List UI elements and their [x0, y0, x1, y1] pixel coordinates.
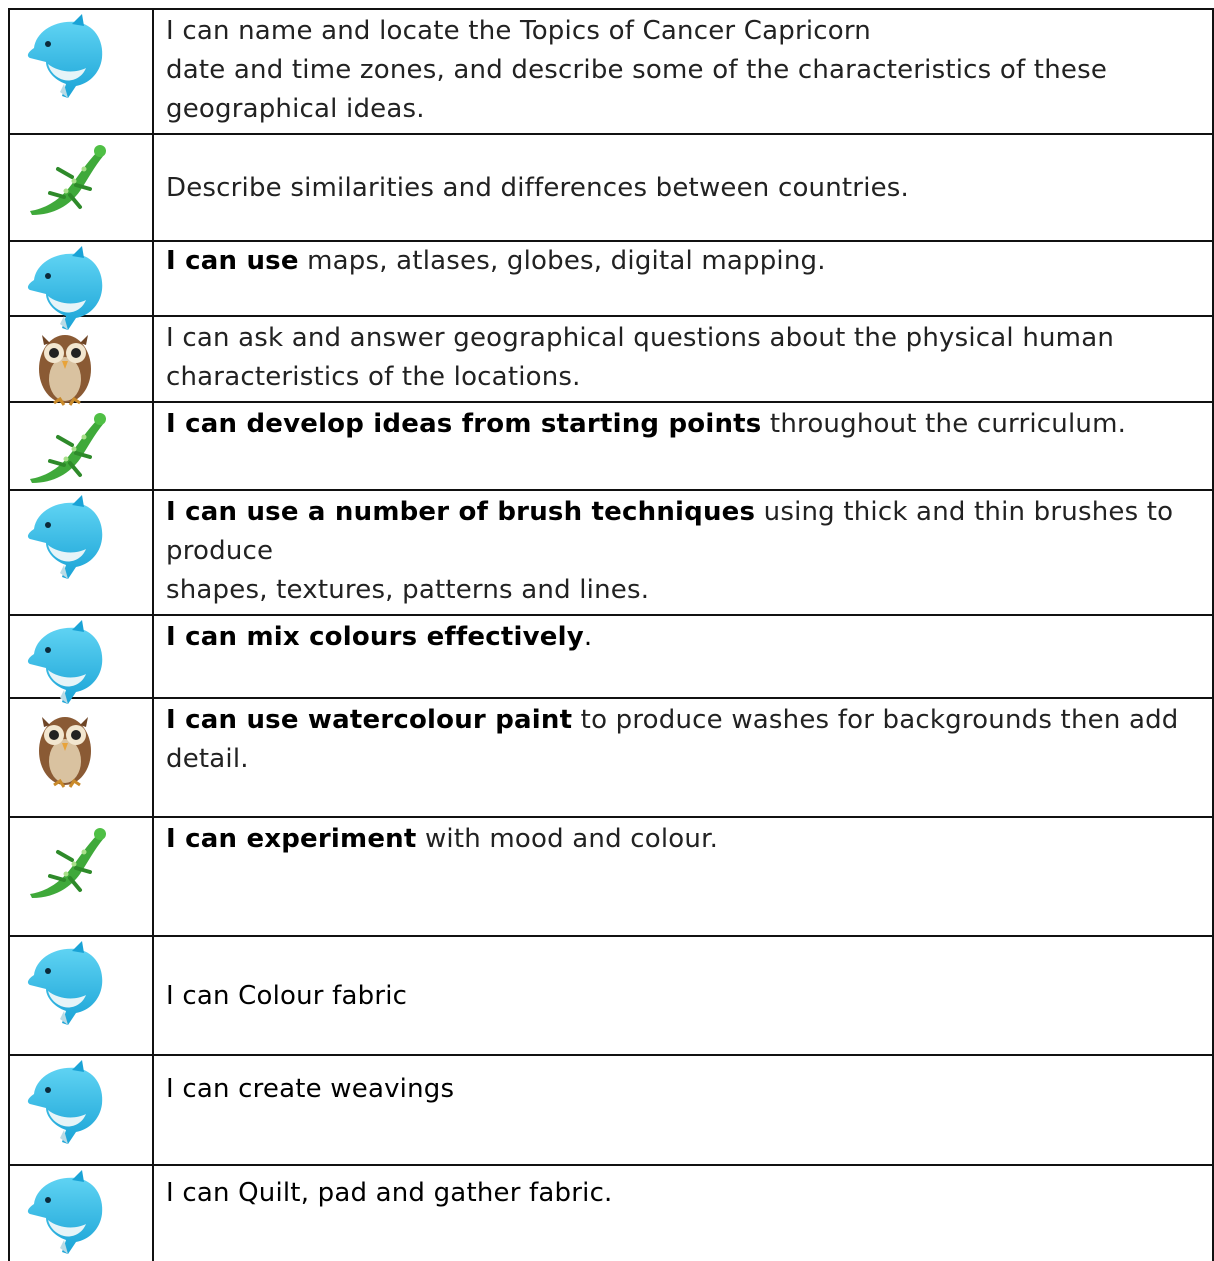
text-line	[166, 242, 1204, 281]
objective-text	[153, 698, 1213, 817]
table-row	[9, 936, 1213, 1055]
bold-phrase: I can develop ideas from starting points	[166, 409, 762, 439]
icon-cell	[9, 698, 153, 817]
dolphin-icon	[24, 939, 106, 1027]
text-line	[166, 405, 1204, 444]
text-line	[166, 493, 1204, 571]
table-row	[9, 402, 1213, 490]
table-row	[9, 241, 1213, 316]
lizard-icon	[24, 820, 106, 908]
objective-text	[153, 817, 1213, 936]
text-rest: to produce washes for backgrounds then add	[572, 705, 1179, 735]
icon-cell	[9, 9, 153, 134]
dolphin-icon	[24, 1058, 106, 1146]
table-row	[9, 1055, 1213, 1165]
table-row	[9, 316, 1213, 402]
objective-text	[153, 936, 1213, 1055]
text-line: I can create weavings	[166, 1074, 455, 1104]
objective-text	[153, 1165, 1213, 1261]
icon-cell	[9, 402, 153, 490]
text-line: I can name and locate the Topics of Cancer Capricorn	[166, 16, 871, 46]
table-row	[9, 1165, 1213, 1261]
text-line: characteristics of the locations.	[166, 362, 581, 392]
table-row	[9, 9, 1213, 134]
icon-cell	[9, 1165, 153, 1261]
text-rest: .	[583, 622, 593, 652]
text-line	[166, 618, 1204, 657]
bold-phrase: I can experiment	[166, 824, 417, 854]
objective-text	[153, 241, 1213, 316]
dolphin-icon	[24, 618, 106, 706]
text-rest: maps, atlases, globes, digital mapping.	[298, 246, 826, 276]
bold-phrase: I can mix colours effectively	[166, 622, 584, 652]
objective-text	[153, 9, 1213, 134]
text-line: I can Colour fabric	[166, 981, 408, 1011]
owl-icon	[24, 319, 106, 407]
objective-text	[153, 134, 1213, 241]
table-row	[9, 817, 1213, 936]
text-rest: using thick and thin brushes to produce	[166, 497, 1174, 566]
text-line: geographical ideas.	[166, 94, 425, 124]
icon-cell	[9, 490, 153, 615]
text-line: detail.	[166, 744, 249, 774]
text-line: I can Quilt, pad and gather fabric.	[166, 1178, 613, 1208]
objective-text	[153, 402, 1213, 490]
text-line: I can ask and answer geographical questions about the physical human	[166, 323, 1115, 353]
lizard-icon	[24, 405, 106, 493]
text-rest: throughout the curriculum.	[761, 409, 1127, 439]
icon-cell	[9, 241, 153, 316]
objectives-sheet	[8, 8, 1214, 1245]
text-rest: with mood and colour.	[416, 824, 719, 854]
dolphin-icon	[24, 1168, 106, 1256]
icon-cell	[9, 936, 153, 1055]
dolphin-icon	[24, 493, 106, 581]
lizard-icon	[24, 137, 106, 225]
text-line: shapes, textures, patterns and lines.	[166, 575, 650, 605]
table-row	[9, 134, 1213, 241]
text-line	[166, 701, 1204, 740]
table-row	[9, 490, 1213, 615]
table-row	[9, 698, 1213, 817]
objectives-table	[8, 8, 1214, 1261]
icon-cell	[9, 615, 153, 698]
text-line	[166, 820, 1204, 859]
bold-phrase: I can use	[166, 246, 299, 276]
icon-cell	[9, 1055, 153, 1165]
text-line: date and time zones, and describe some of the characteristics of these	[166, 55, 1108, 85]
objective-text	[153, 1055, 1213, 1165]
bold-phrase: I can use a number of brush techniques	[166, 497, 756, 527]
objective-text	[153, 615, 1213, 698]
icon-cell	[9, 316, 153, 402]
objective-text	[153, 316, 1213, 402]
icon-cell	[9, 134, 153, 241]
icon-cell	[9, 817, 153, 936]
owl-icon	[24, 701, 106, 789]
text-line: Describe similarities and differences between countries.	[166, 173, 910, 203]
table-row	[9, 615, 1213, 698]
dolphin-icon	[24, 12, 106, 100]
bold-phrase: I can use watercolour paint	[166, 705, 573, 735]
objective-text	[153, 490, 1213, 615]
